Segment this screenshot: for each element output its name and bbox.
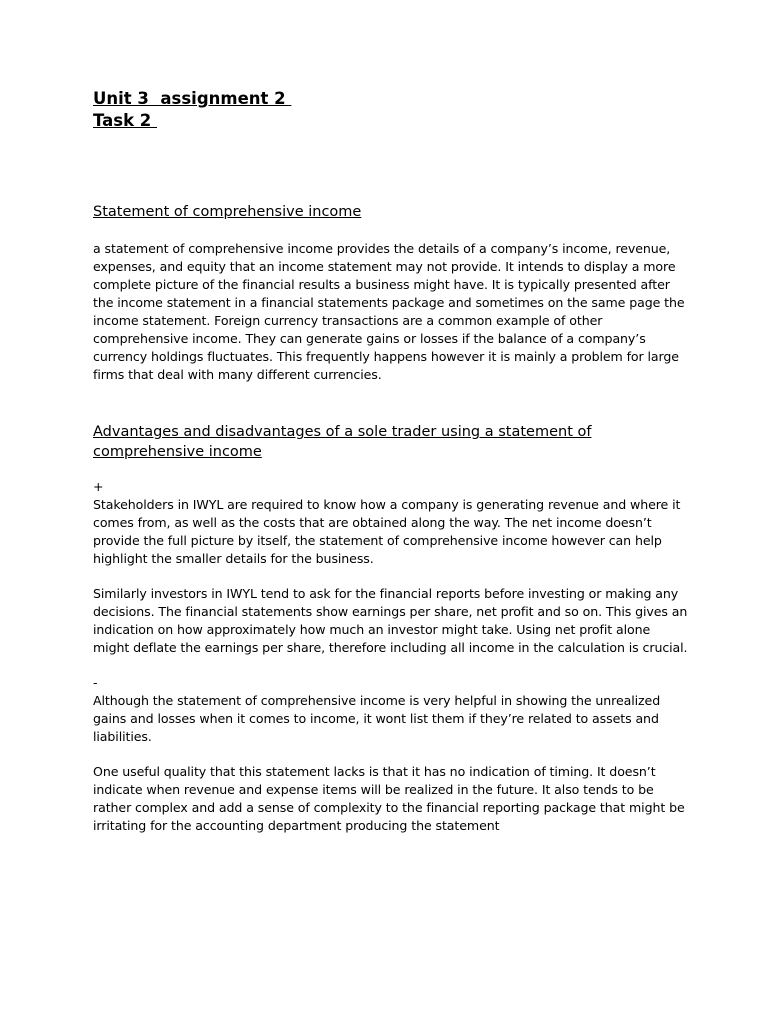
disadvantage-paragraph-1: Although the statement of comprehensive income is very helpful in showing the unrealized gains and losses when it comes to income, it wont list them if they’re related to assets and liabilities. [93, 693, 661, 744]
section1-paragraph: a statement of comprehensive income provides the details of a company’s income, revenue, expenses, and equity that an income statement may not provide. It intends to display a more complete picture of the financial results a business might have. It is typically presented after the income statement in a financial statements package and sometimes on the same page the income statement. Foreign currency transactions are a common example of other comprehensive income. They can generate gains or losses if the balance of a company’s currency holdings fluctuates. This frequently happens however it is mainly a problem for large firms that deal with many different currencies. [93, 241, 685, 382]
document-page [93, 88, 688, 835]
section1-heading: Statement of comprehensive income [93, 204, 362, 220]
disadvantages-marker: - [93, 675, 98, 690]
section2-heading: Advantages and disadvantages of a sole trader using a statement of comprehensive income [93, 424, 592, 460]
advantage-paragraph-2: Similarly investors in IWYL tend to ask for the financial reports before investing or making any decisions. The financial statements show earnings per share, net profit and so on. This gives an indication on how approximately how much an investor might take. Using net profit alone might deflate the earnings per share, therefore including all income in the calculation is crucial. [93, 586, 688, 655]
title-task: Task 2 [93, 111, 158, 130]
advantages-marker: + [93, 479, 104, 494]
disadvantage-paragraph-2: One useful quality that this statement lacks is that it has no indication of timing. It doesn’t indicate when revenue and expense items will be realized in the future. It also tends to be rather complex and add a sense of complexity to the financial reporting package that might be irritating for the accounting department producing the statement [93, 764, 685, 833]
advantage-paragraph-1: Stakeholders in IWYL are required to know how a company is generating revenue and where it comes from, as well as the costs that are obtained along the way. The net income doesn’t provide the full picture by itself, the statement of comprehensive income however can help highlight the smaller details for the business. [93, 497, 681, 566]
title-unit-assignment: Unit 3 assignment 2 [93, 89, 292, 108]
